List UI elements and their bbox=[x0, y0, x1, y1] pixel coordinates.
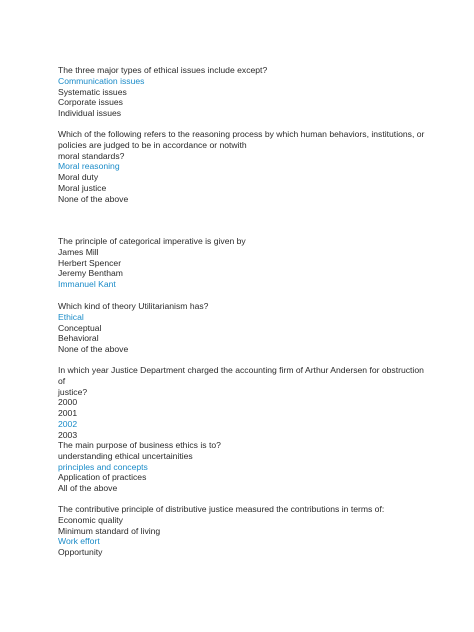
answer-option: 2002 bbox=[58, 418, 78, 429]
question-text bbox=[58, 301, 430, 312]
option: 2000 bbox=[58, 397, 78, 408]
question-text bbox=[58, 365, 430, 397]
option: None of the above bbox=[58, 344, 129, 355]
option: 2003 bbox=[58, 429, 78, 440]
option: 2001 bbox=[58, 408, 78, 419]
option: Application of practices bbox=[58, 472, 147, 483]
answer-option: Communication issues bbox=[58, 75, 145, 86]
option: James Mill bbox=[58, 246, 99, 257]
question-line: justice? bbox=[58, 386, 88, 397]
option: Systematic issues bbox=[58, 86, 127, 97]
option: Behavioral bbox=[58, 333, 99, 344]
option: Minimum standard of living bbox=[58, 525, 161, 536]
answer-option: Work effort bbox=[58, 536, 100, 547]
question-line: The main purpose of business ethics is to? bbox=[58, 440, 221, 450]
answer-option: Immanuel Kant bbox=[58, 279, 116, 290]
question-text bbox=[58, 504, 430, 515]
question-2 bbox=[58, 129, 430, 205]
option: Herbert Spencer bbox=[58, 257, 122, 268]
option: Individual issues bbox=[58, 108, 122, 119]
question-text bbox=[58, 236, 430, 247]
option: understanding ethical uncertainities bbox=[58, 450, 193, 461]
option: All of the above bbox=[58, 483, 118, 494]
answer-option: principles and concepts bbox=[58, 461, 148, 472]
question-line: moral standards? bbox=[58, 150, 125, 161]
question-3 bbox=[58, 236, 430, 290]
option: Economic quality bbox=[58, 514, 123, 525]
question-line: The principle of categorical imperative is given by bbox=[58, 236, 246, 246]
question-line: policies are judged to be in accordance or notwith bbox=[58, 139, 247, 150]
question-text bbox=[58, 440, 430, 451]
question-line: The three major types of ethical issues include except? bbox=[58, 65, 268, 75]
option: Conceptual bbox=[58, 322, 102, 333]
question-4 bbox=[58, 301, 430, 355]
option: None of the above bbox=[58, 193, 129, 204]
answer-option: Ethical bbox=[58, 311, 84, 322]
option: Opportunity bbox=[58, 547, 103, 558]
option: Jeremy Bentham bbox=[58, 268, 123, 279]
question-line: In which year Justice Department charged the accounting firm of Arthur Andersen for obstruction of bbox=[58, 365, 424, 386]
question-6 bbox=[58, 440, 430, 494]
question-5 bbox=[58, 365, 430, 441]
question-text bbox=[58, 65, 430, 76]
option: Moral duty bbox=[58, 172, 99, 183]
question-line: Which of the following refers to the reasoning process by which human behaviors, institutions, or bbox=[58, 129, 425, 139]
question-1 bbox=[58, 65, 430, 119]
question-text bbox=[58, 129, 430, 161]
question-line: Which kind of theory Utilitarianism has? bbox=[58, 301, 209, 311]
option: Moral justice bbox=[58, 182, 107, 193]
question-7 bbox=[58, 504, 430, 558]
option: Corporate issues bbox=[58, 97, 123, 108]
question-line: The contributive principle of distributive justice measured the contributions in terms of: bbox=[58, 504, 385, 514]
answer-option: Moral reasoning bbox=[58, 161, 120, 172]
